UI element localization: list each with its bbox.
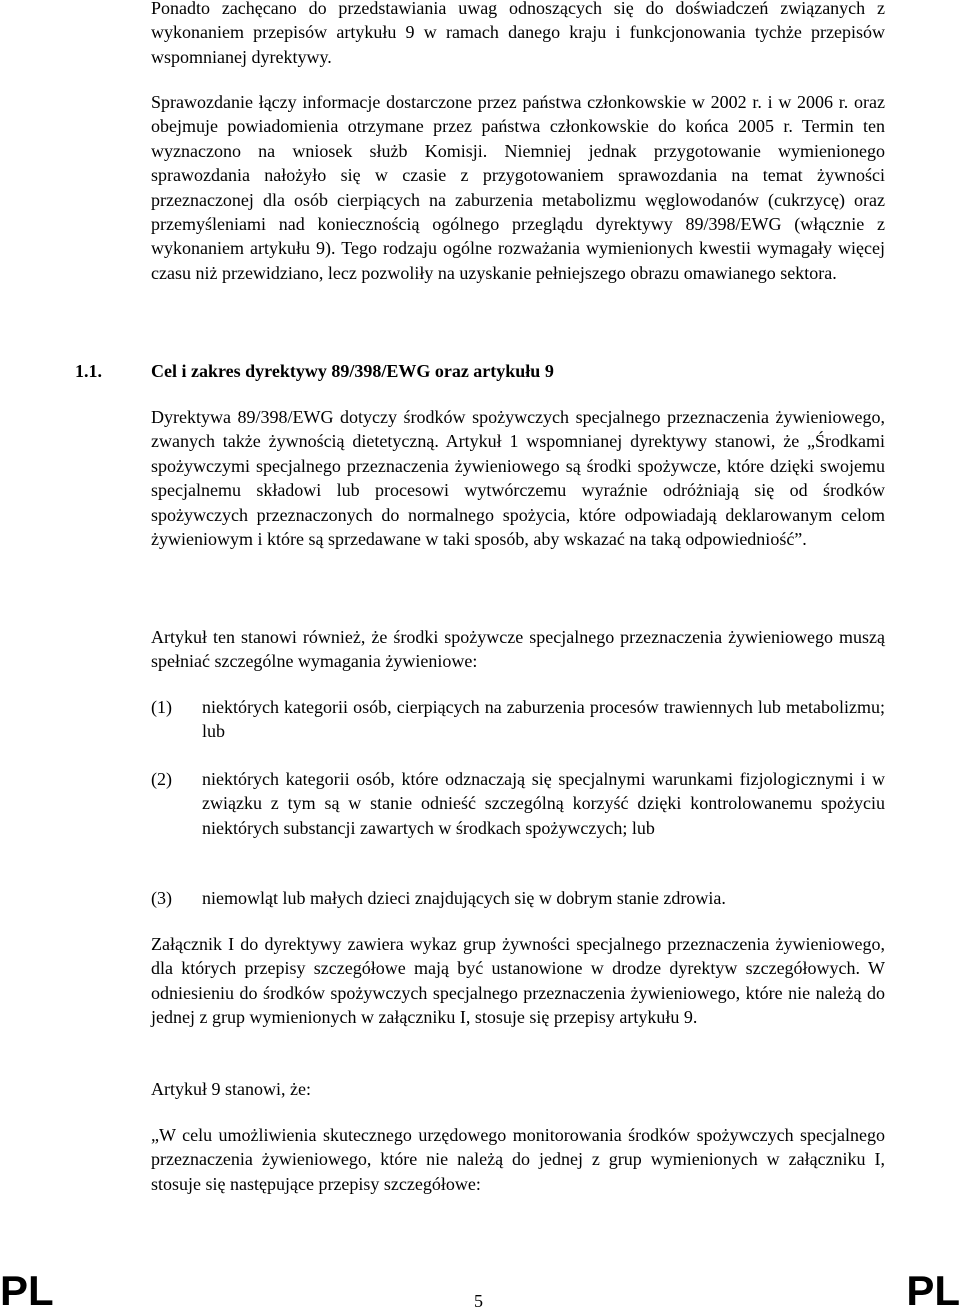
paragraph-report-scope: Sprawozdanie łączy informacje dostarczone przez państwa członkowskie w 2002 r. i w 2006 r. oraz obejmuje powiadomienia otrzymane przez państwa członkowskie do końca 2005 r. Termin ten wyznaczono na wniosek służb Komisji. Niemniej jednak przygotowanie wymienionego sprawozdania nałożyło się w czasie z przygotowaniem sprawozdania na temat żywności przeznaczonej dla osób cierpiących na zaburzenia metabolizmu węglowodanów (cukrzycę) oraz przemyśleniami nad koniecznością ogólnego przeglądu dyrektywy 89/398/EWG (włącznie z wykonaniem artykułu 9). Tego rodzaju ogólne rozważania wymienionych kwestii wymagały więcej czasu niż przewidziano, lecz pozwoliły na uzyskanie pełniejszego obrazu omawianego sektora. (151, 92, 885, 283)
paragraph-directive-definition: Dyrektywa 89/398/EWG dotyczy środków spożywczych specjalnego przeznaczenia żywieniowego, zwanych także żywnością dietetyczną. Artykuł 1 wspomnianej dyrektywy stanowi, że „Środkami spożywczymi specjalnego przeznaczenia żywieniowego są środki spożywcze, które dzięki swojemu specjalnemu składowi lub procesowi wytwórczemu wyraźnie odróżniają się od środków spożywczych przeznaczonych do normalnego spożycia, które odpowiadają deklarowanym celom żywieniowym i które są sprzedawane w taki sposób, aby wskazać na taką odpowiedniość”. (151, 407, 885, 550)
paragraph-requirements: Artykuł ten stanowi również, że środki spożywcze specjalnego przeznaczenia żywieniowego muszą spełniać szczególne wymagania żywieniowe: (151, 627, 885, 672)
paragraph-article9-quote: „W celu umożliwienia skutecznego urzędowego monitorowania środków spożywczych specjalnego przeznaczenia żywieniowego, które nie należą do jednej z grup wymienionych w załączniku I, stosuje się następujące przepisy szczegółowe: (151, 1125, 885, 1194)
list-item-text: niektórych kategorii osób, które odznaczają się specjalnymi warunkami fizjologicznymi i w związku z tym są w stanie odnieść szczególną korzyść dzięki kontrolowanemu spożyciu niektórych substancji zawartych w środkach spożywczych; lub (202, 769, 885, 838)
list-item (151, 886, 885, 912)
section-number: 1.1. (75, 361, 102, 381)
list-item-number: (3) (151, 888, 172, 908)
list-item-text: niektórych kategorii osób, cierpiących na zaburzenia procesów trawiennych lub metabolizmu; lub (202, 697, 885, 742)
footer-language-code-right: PL (906, 1267, 960, 1314)
paragraph-annex: Załącznik I do dyrektywy zawiera wykaz grup żywności specjalnego przeznaczenia żywieniowego, dla których przepisy szczegółowe mają być ustanowione w drodze dyrektyw szczegółowych. W odniesieniu do środków spożywczych specjalnego przeznaczenia żywieniowego, które nie należą do jednej z grup wymienionych w załączniku I, stosuje się przepisy artykułu 9. (151, 934, 885, 1028)
list-item-text: niemowląt lub małych dzieci znajdujących się w dobrym stanie zdrowia. (202, 888, 726, 908)
list-item-number: (2) (151, 769, 172, 789)
list-item (151, 695, 885, 745)
list-item-number: (1) (151, 697, 172, 717)
page-number: 5 (474, 1291, 483, 1311)
footer-language-code-left: PL (0, 1267, 54, 1314)
paragraph-intro: Ponadto zachęcano do przedstawiania uwag odnoszących się do doświadczeń związanych z wykonaniem przepisów artykułu 9 w ramach danego kraju i funkcjonowania tychże przepisów wspomnianej dyrektywy. (151, 0, 885, 67)
list-item (151, 767, 885, 867)
paragraph-article9-intro: Artykuł 9 stanowi, że: (151, 1079, 311, 1099)
section-title: Cel i zakres dyrektywy 89/398/EWG oraz artykułu 9 (151, 361, 554, 381)
